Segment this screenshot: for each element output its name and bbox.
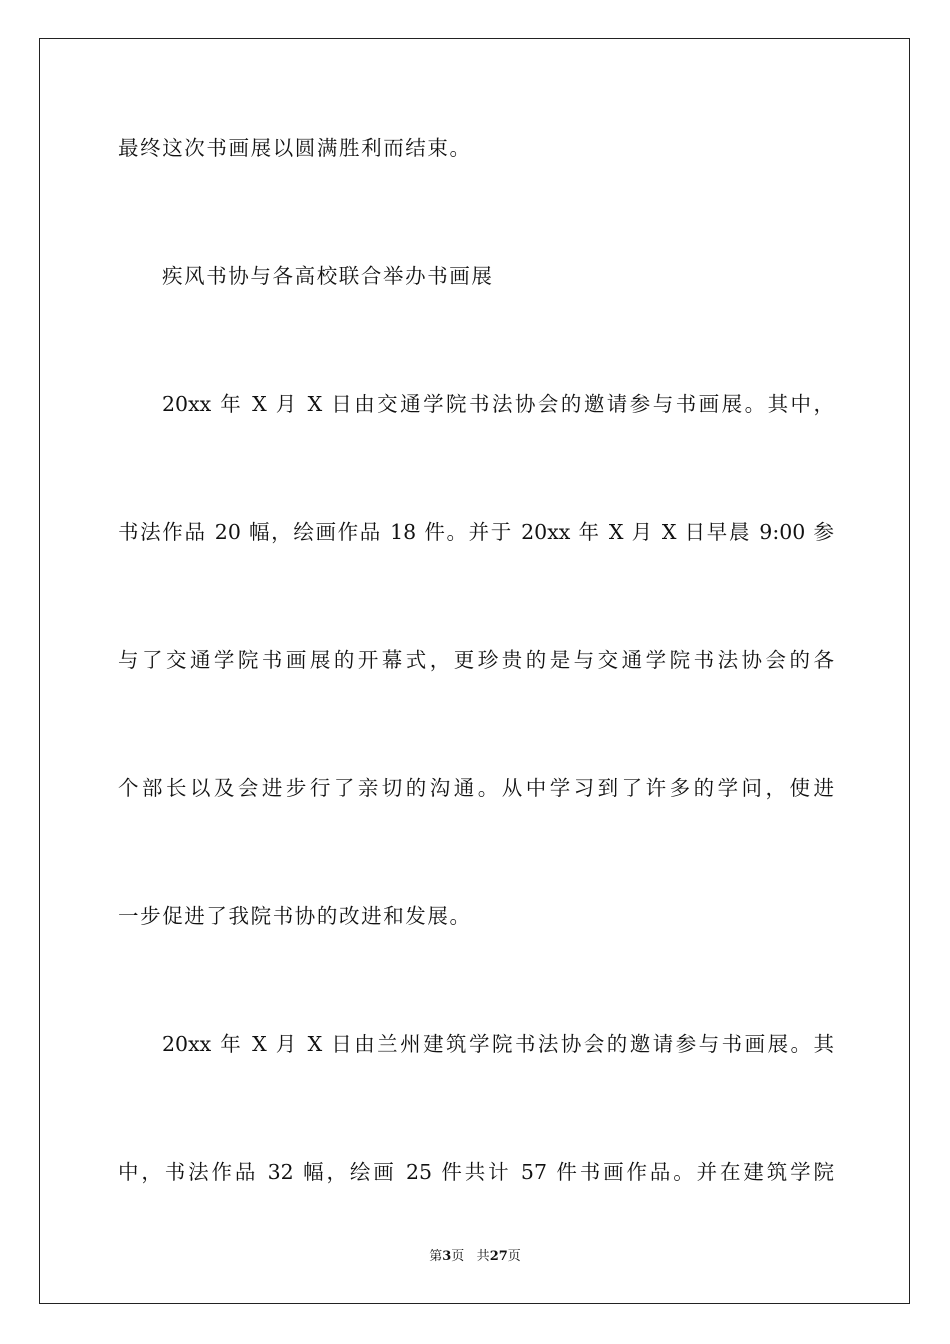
paragraph-line: 个部长以及会进步行了亲切的沟通。从中学习到了许多的学问，使进 [118,776,834,800]
section-heading: 疾风书协与各高校联合举办书画展 [162,264,494,288]
paragraph-line: 一步促进了我院书协的改进和发展。 [118,904,472,928]
paragraph-line: 20xx 年 X 月 X 日由交通学院书法协会的邀请参与书画展。其中， [162,392,834,416]
page-total: 27 [489,1249,508,1264]
paragraph-line: 最终这次书画展以圆满胜利而结束。 [118,136,472,160]
paragraph-line: 20xx 年 X 月 X 日由兰州建筑学院书法协会的邀请参与书画展。其 [162,1032,834,1056]
paragraph-line: 书法作品 20 幅，绘画作品 18 件。并于 20xx 年 X 月 X 日早晨 9:00 参 [118,520,834,544]
paragraph-line: 中，书法作品 32 幅，绘画 25 件共计 57 件书画作品。并在建筑学院 [118,1160,834,1184]
page-footer [0,1248,950,1266]
page-prefix: 第 [429,1249,443,1264]
paragraph-line: 与了交通学院书画展的开幕式，更珍贵的是与交通学院书法协会的各 [118,648,834,672]
page-number: 3 [442,1249,452,1264]
total-suffix: 页 [507,1249,521,1264]
page-suffix: 页 [451,1249,465,1264]
total-prefix: 共 [476,1249,490,1264]
